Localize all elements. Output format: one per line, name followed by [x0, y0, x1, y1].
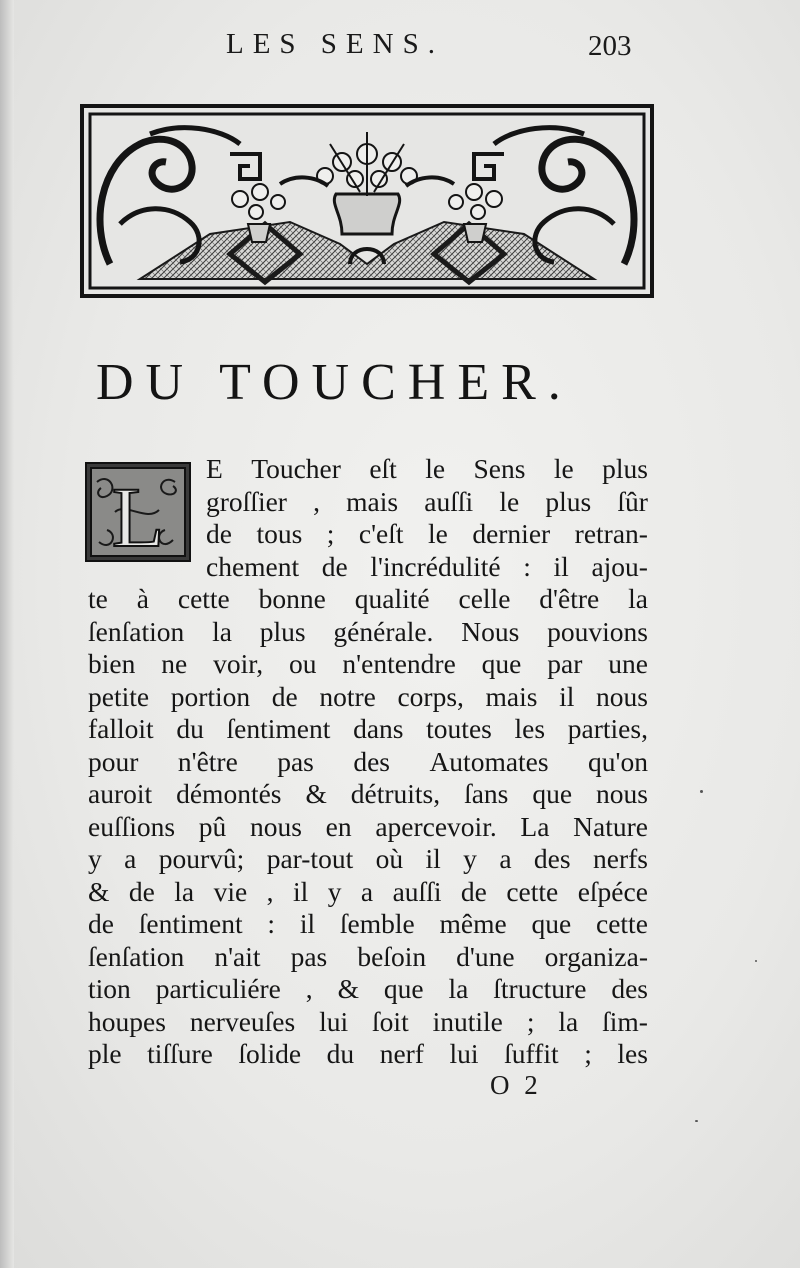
word: il	[425, 843, 441, 874]
word: le	[499, 485, 520, 517]
word: &	[305, 778, 327, 809]
word: Nous	[461, 615, 520, 647]
word: pourvû;	[158, 843, 245, 874]
text-line	[88, 1006, 648, 1039]
word: ſtructure	[493, 973, 587, 1004]
word: mais	[485, 680, 538, 712]
text-line	[206, 518, 648, 551]
word: La	[520, 810, 550, 842]
body-text	[88, 453, 648, 1071]
word: des	[353, 745, 390, 777]
word: :	[267, 908, 276, 939]
text-line	[206, 453, 648, 486]
word: ;	[584, 1038, 592, 1069]
word: que	[532, 778, 573, 809]
word: &	[88, 875, 110, 907]
word: générale.	[333, 615, 434, 647]
word: une	[608, 648, 648, 679]
word: de	[128, 875, 155, 907]
word: lui	[319, 1005, 349, 1037]
word: :	[523, 550, 531, 582]
word: c'eſt	[358, 518, 404, 549]
word: Nature	[573, 810, 648, 842]
word: te	[88, 583, 108, 614]
word: retran-	[574, 518, 648, 549]
word: de	[321, 550, 348, 582]
word: du	[176, 713, 204, 744]
word: la	[448, 973, 469, 1004]
word: a	[499, 843, 512, 874]
word: que	[383, 973, 424, 1004]
word: de	[271, 680, 298, 712]
word: nous	[595, 680, 648, 712]
word: particuliére	[155, 973, 281, 1004]
signature-mark: O 2	[490, 1070, 542, 1100]
text-line	[88, 778, 648, 811]
word: qualité	[354, 583, 430, 614]
word: le	[425, 453, 446, 484]
text-line	[88, 713, 648, 746]
word: nous	[250, 810, 302, 842]
word: a	[360, 875, 374, 907]
word: des	[611, 973, 648, 1004]
word: auroit	[88, 778, 153, 809]
text-line	[88, 681, 648, 714]
word: pas	[290, 940, 328, 972]
word: de	[460, 875, 487, 907]
word: corps,	[397, 680, 464, 712]
word: pas	[277, 745, 314, 777]
word: pû	[198, 810, 227, 842]
word: ne	[161, 648, 188, 679]
word: voir,	[213, 648, 264, 679]
word: auſſi	[392, 875, 442, 907]
word: il	[559, 680, 575, 712]
word: E	[206, 453, 223, 484]
text-line	[206, 486, 648, 519]
word: le	[427, 518, 448, 549]
word: cette	[596, 908, 648, 939]
word: Toucher	[251, 453, 341, 484]
word: euſſions	[88, 810, 176, 842]
word: les	[514, 713, 546, 744]
word: pour	[88, 745, 139, 777]
running-head: LES SENS.	[226, 28, 444, 60]
word: eſt	[369, 453, 397, 484]
word: nerfs	[592, 843, 648, 874]
word: chement	[206, 550, 300, 582]
floral-headpiece-ornament	[80, 104, 654, 298]
word: l'incrédulité	[370, 550, 501, 582]
word: ſoit	[372, 1005, 409, 1037]
paper-speck	[695, 1120, 698, 1122]
text-line	[88, 1038, 648, 1071]
page-edge	[0, 0, 14, 1268]
text-line	[206, 551, 648, 584]
word: plus	[602, 453, 648, 484]
word: même	[439, 908, 507, 939]
word: ſim-	[602, 1005, 648, 1037]
paper-speck	[700, 790, 703, 793]
word: ,	[313, 485, 320, 517]
word: cette	[177, 583, 230, 614]
word: ;	[326, 518, 335, 549]
word: ſemble	[339, 908, 415, 939]
word: ſentiment	[138, 908, 243, 939]
word: dans	[353, 713, 404, 744]
word: détruits,	[350, 778, 441, 809]
word: ſenſation	[88, 615, 185, 647]
word: qu'on	[588, 745, 648, 777]
word: par-tout	[266, 843, 354, 874]
word: vie	[213, 875, 248, 907]
word: Automates	[429, 745, 549, 777]
word: tiſſure	[147, 1038, 213, 1069]
chapter-title: DU TOUCHER.	[96, 354, 573, 411]
word: celle	[458, 583, 511, 614]
word: Sens	[473, 453, 526, 484]
word: nerf	[379, 1038, 424, 1069]
word: la	[174, 875, 195, 907]
word: dernier	[472, 518, 551, 549]
word: de	[206, 518, 232, 549]
word: il	[299, 908, 316, 939]
word: ſolide	[238, 1038, 302, 1069]
word: de	[88, 908, 114, 939]
word: que	[481, 648, 522, 679]
word: toutes	[426, 713, 492, 744]
svg-text:L: L	[111, 469, 165, 562]
word: parties,	[567, 713, 648, 744]
word: notre	[319, 680, 376, 712]
word: beſoin	[357, 940, 427, 972]
paper-speck	[755, 960, 757, 962]
word: n'ait	[214, 940, 261, 972]
word: mais	[346, 485, 399, 517]
word: ſenſation	[88, 940, 185, 972]
word: ajou-	[591, 550, 648, 582]
word: plus	[259, 615, 306, 647]
word: portion	[170, 680, 251, 712]
word: à	[136, 583, 149, 614]
word: il	[292, 875, 309, 907]
text-line	[88, 973, 648, 1006]
text-line	[88, 746, 648, 779]
text-line	[88, 908, 648, 941]
word: groſſier	[206, 485, 287, 517]
word: petite	[88, 680, 150, 712]
word: y	[88, 843, 102, 874]
word: des	[533, 843, 571, 874]
word: a	[124, 843, 137, 874]
word: la	[628, 583, 648, 614]
word: bien	[88, 648, 136, 679]
word: ;	[526, 1005, 535, 1037]
word: n'être	[177, 745, 238, 777]
word: il	[553, 550, 569, 582]
word: nerveuſes	[189, 1005, 296, 1037]
page-number: 203	[588, 30, 632, 62]
text-line	[88, 811, 648, 844]
word: du	[326, 1038, 355, 1069]
word: auſſi	[424, 485, 474, 517]
word: démontés	[176, 778, 282, 809]
word: ple	[88, 1038, 122, 1069]
word: bonne	[258, 583, 326, 614]
word: le	[553, 453, 574, 484]
word: plus	[545, 485, 592, 517]
word: les	[617, 1038, 648, 1069]
text-line	[88, 648, 648, 681]
word: ou	[289, 648, 317, 679]
word: y	[327, 875, 342, 907]
word: apercevoir.	[375, 810, 497, 842]
word: ſûr	[617, 485, 648, 517]
word: organiza-	[544, 940, 648, 972]
text-line	[88, 876, 648, 909]
text-line	[88, 583, 648, 616]
word: ſentiment	[226, 713, 331, 744]
text-line	[88, 941, 648, 974]
word: la	[212, 615, 232, 647]
word: ,	[305, 973, 313, 1004]
word: d'être	[539, 583, 600, 614]
word: lui	[449, 1038, 479, 1069]
word: &	[337, 973, 359, 1004]
word: falloit	[88, 713, 154, 744]
text-line	[88, 616, 648, 649]
word: ſuffit	[504, 1038, 559, 1069]
word: eſpéce	[577, 875, 648, 907]
word: ,	[266, 875, 274, 907]
word: n'entendre	[342, 648, 456, 679]
word: inutile	[432, 1005, 503, 1037]
text-line	[88, 843, 648, 876]
word: houpes	[88, 1005, 166, 1037]
word: par	[547, 648, 583, 679]
word: pouvions	[547, 615, 648, 647]
word: la	[558, 1005, 579, 1037]
word: où	[375, 843, 404, 874]
word: en	[325, 810, 352, 842]
word: tous	[256, 518, 303, 549]
word: ſans	[464, 778, 509, 809]
word: nous	[595, 778, 648, 809]
word: tion	[88, 973, 131, 1004]
word: cette	[506, 875, 559, 907]
word: d'une	[456, 940, 515, 972]
word: que	[531, 908, 572, 939]
word: y	[463, 843, 477, 874]
